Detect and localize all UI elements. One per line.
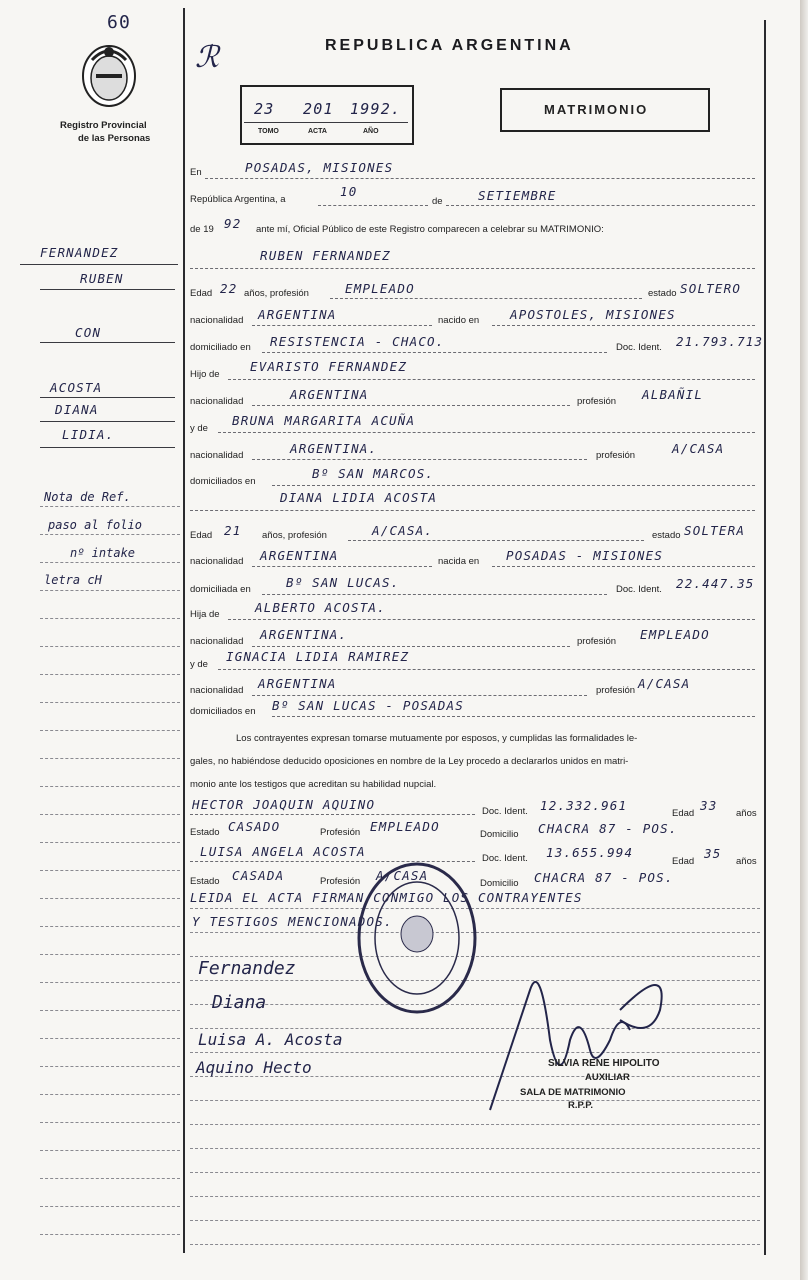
declaration-line3: monio ante los testigos que acreditan su habilidad nupcial. (190, 779, 437, 790)
groom-nationality: ARGENTINA (258, 307, 337, 322)
groom-name: RUBEN FERNANDEZ (260, 248, 391, 263)
label-ante: ante mí, Oficial Público de este Registro comparecen a celebrar su MATRIMONIO: (256, 224, 604, 235)
bride-addr-line (262, 594, 607, 595)
ruled-line (190, 1244, 760, 1245)
groom-mother-line (218, 432, 755, 433)
groom-mother-prof: A/CASA (672, 441, 725, 456)
bride-birthplace: POSADAS - MISIONES (506, 548, 664, 563)
bride-label-mprof: profesión (596, 685, 636, 696)
groom-fnac-line (252, 405, 570, 406)
left-ruled-line (40, 1206, 180, 1207)
left-ruled-line (40, 982, 180, 983)
bride-prof-line (348, 540, 644, 541)
bride-mnac-line (252, 695, 587, 696)
left-ruled-line (40, 590, 180, 591)
witness2-label-anos: años (736, 856, 757, 867)
groom-label-yde: y de (190, 423, 208, 434)
registry-line1: Registro Provincial (60, 120, 147, 131)
groom-label-mnac: nacionalidad (190, 450, 244, 461)
registry-line2: de las Personas (78, 133, 151, 144)
ruled-line (190, 1172, 760, 1173)
bride-mother: IGNACIA LIDIA RAMIREZ (226, 649, 410, 664)
record-box-divider (244, 122, 408, 123)
bride-age: 21 (224, 523, 242, 538)
witness2-doc: 13.655.994 (546, 845, 634, 860)
witness2-label-doc: Doc. Ident. (482, 853, 528, 864)
bride-pdom-line (272, 716, 755, 717)
left-ruled-line (40, 730, 180, 731)
groom-age: 22 (220, 281, 238, 296)
margin-underline (40, 421, 175, 422)
witness2-age: 35 (704, 846, 722, 861)
official-stamp (352, 858, 482, 1018)
bride-father-prof: EMPLEADO (640, 627, 710, 642)
place-line (205, 178, 755, 179)
groom-parents-address: Bº SAN MARCOS. (312, 466, 435, 481)
bride-label-doc: Doc. Ident. (616, 584, 662, 595)
groom-label-hijo: Hijo de (190, 369, 220, 380)
intro-month: SETIEMBRE (478, 188, 557, 203)
declaration-line1: Los contrayentes expresan tomarse mutuamente por esposos, y cumplidas las formalidades le- (236, 733, 638, 744)
groom-prof-line (330, 298, 642, 299)
left-ruled-line (40, 870, 180, 871)
closing-line2: Y TESTIGOS MENCIONADOS. (192, 914, 393, 929)
signature-witness1: Aquino Hecto (196, 1058, 312, 1077)
left-ruled-line (40, 1066, 180, 1067)
groom-name-line (190, 268, 755, 269)
left-ruled-line (40, 954, 180, 955)
witness1-profession: EMPLEADO (370, 819, 440, 834)
bride-marital: SOLTERA (684, 523, 746, 538)
witness1-name-line (190, 814, 475, 815)
ano-label: AÑO (363, 128, 379, 135)
label-de: de (432, 196, 443, 207)
initials-signature: ℛ (195, 40, 221, 75)
bride-father-nat: ARGENTINA. (260, 627, 348, 642)
declaration-line2: gales, no habiéndose deducido oposiciones en nombre de la Ley procedo a declararlos unidos en matri- (190, 756, 629, 767)
groom-label-nacionalidad: nacionalidad (190, 315, 244, 326)
margin-groom-surname: FERNANDEZ (40, 245, 119, 260)
bride-profession: A/CASA. (372, 523, 434, 538)
groom-marital: SOLTERO (680, 281, 742, 296)
witness2-profession: A/CASA (376, 868, 429, 883)
left-ruled-line (40, 1150, 180, 1151)
bride-fnac-line (252, 646, 570, 647)
intro-place: POSADAS, MISIONES (245, 160, 394, 175)
left-ruled-line (40, 1178, 180, 1179)
official-name: SILVIA RENE HIPOLITO (548, 1058, 660, 1069)
bride-label-nacida: nacida en (438, 556, 480, 567)
groom-father-nat: ARGENTINA (290, 387, 369, 402)
groom-address: RESISTENCIA - CHACO. (270, 334, 445, 349)
left-ruled-line (40, 842, 180, 843)
tomo-label: TOMO (258, 128, 279, 135)
margin-underline (40, 397, 175, 398)
groom-mnac-line (252, 459, 587, 460)
witness1-label-dom: Domicilio (480, 829, 519, 840)
bride-address: Bº SAN LUCAS. (286, 575, 400, 590)
groom-label-mprof: profesión (596, 450, 636, 461)
witness1-doc: 12.332.961 (540, 798, 628, 813)
groom-father: EVARISTO FERNANDEZ (250, 359, 408, 374)
witness2-label-edad: Edad (672, 856, 695, 867)
left-ruled-line (40, 758, 180, 759)
margin-note2: paso al folio (48, 518, 142, 532)
margin-underline (20, 264, 178, 265)
intro-day: 10 (340, 184, 358, 199)
bride-father-line (228, 619, 755, 620)
margin-con: CON (75, 325, 102, 340)
witness2-label-prof: Profesión (320, 876, 361, 887)
ano-value: 1992. (350, 100, 402, 118)
bride-mother-line (218, 669, 755, 670)
day-line (318, 205, 428, 206)
intro-year: 92 (224, 216, 242, 231)
signature-bride: Diana (212, 992, 267, 1013)
label-en: En (190, 167, 202, 178)
right-rule (764, 20, 766, 1255)
signature-groom: Fernandez (198, 958, 296, 979)
groom-label-edad: Edad (190, 288, 213, 299)
bride-nationality: ARGENTINA (260, 548, 339, 563)
margin-underline (40, 289, 175, 290)
bride-label-estado: estado (652, 530, 681, 541)
bride-father: ALBERTO ACOSTA. (255, 600, 386, 615)
left-ruled-line (40, 674, 180, 675)
groom-mother-nat: ARGENTINA. (290, 441, 378, 456)
groom-label-estado: estado (648, 288, 677, 299)
tomo-value: 23 (254, 100, 275, 118)
bride-label-yde: y de (190, 659, 208, 670)
margin-bride-name2: LIDIA. (62, 427, 115, 442)
signature-witness2: Luisa A. Acosta (198, 1030, 343, 1049)
doc-type: MATRIMONIO (544, 102, 649, 117)
groom-label-fnac: nacionalidad (190, 396, 244, 407)
left-ruled-line (40, 814, 180, 815)
groom-father-line (228, 379, 755, 380)
left-ruled-line (40, 1010, 180, 1011)
groom-profession: EMPLEADO (345, 281, 415, 296)
left-ruled-line (40, 618, 180, 619)
groom-label-nacido: nacido en (438, 315, 480, 326)
left-ruled-line (40, 926, 180, 927)
bride-doc: 22.447.35 (676, 576, 755, 591)
bride-label-nacionalidad: nacionalidad (190, 556, 244, 567)
acta-label: ACTA (308, 128, 327, 135)
bride-parents-address: Bº SAN LUCAS - POSADAS (272, 698, 464, 713)
label-de-19: de 19 (190, 224, 214, 235)
left-ruled-line (40, 702, 180, 703)
witness2-marital: CASADA (232, 868, 285, 883)
official-office: SALA DE MATRIMONIO (520, 1087, 626, 1098)
ruled-line (190, 1220, 760, 1221)
groom-birthplace: APOSTOLES, MISIONES (510, 307, 676, 322)
groom-addr-line (262, 352, 607, 353)
month-line (446, 205, 755, 206)
margin-underline (40, 447, 175, 448)
coat-of-arms-icon (80, 40, 138, 110)
bride-label-dom: domiciliados en (190, 706, 256, 717)
bride-label-mnac: nacionalidad (190, 685, 244, 696)
margin-note4: letra cH (44, 573, 102, 587)
witness1-label-prof: Profesión (320, 827, 361, 838)
left-ruled-line (40, 646, 180, 647)
left-ruled-line (40, 506, 180, 507)
witness1-address: CHACRA 87 - POS. (538, 821, 678, 836)
left-ruled-line (40, 1094, 180, 1095)
witness1-marital: CASADO (228, 819, 281, 834)
witness1-name: HECTOR JOAQUIN AQUINO (192, 797, 376, 812)
left-ruled-line (40, 534, 180, 535)
left-ruled-line (40, 562, 180, 563)
groom-label-profesion: años, profesión (244, 288, 309, 299)
bride-label-fprof: profesión (577, 636, 617, 647)
groom-label-dom: domiciliados en (190, 476, 256, 487)
bride-mother-prof: A/CASA (638, 676, 691, 691)
margin-rule (183, 8, 185, 1253)
witness1-label-edad: Edad (672, 808, 695, 819)
page-number: 60 (107, 12, 132, 33)
groom-father-prof: ALBAÑIL (642, 387, 704, 402)
left-ruled-line (40, 1038, 180, 1039)
groom-nat-line (252, 325, 432, 326)
bride-label-hija: Hija de (190, 609, 220, 620)
left-ruled-line (40, 786, 180, 787)
groom-pdom-line (272, 485, 755, 486)
bride-mother-nat: ARGENTINA (258, 676, 337, 691)
bride-label-edad: Edad (190, 530, 213, 541)
page-edge (800, 0, 808, 1280)
witness2-name: LUISA ANGELA ACOSTA (200, 844, 366, 859)
bride-name: DIANA LIDIA ACOSTA (280, 490, 438, 505)
witness1-label-doc: Doc. Ident. (482, 806, 528, 817)
margin-underline (40, 342, 175, 343)
bride-birth-line (492, 566, 755, 567)
witness2-label-estado: Estado (190, 876, 220, 887)
groom-doc: 21.793.713 (676, 334, 764, 349)
left-ruled-line (40, 898, 180, 899)
witness1-label-estado: Estado (190, 827, 220, 838)
left-ruled-line (40, 1122, 180, 1123)
bride-label-fnac: nacionalidad (190, 636, 244, 647)
groom-label-domicilio: domiciliado en (190, 342, 251, 353)
groom-label-fprof: profesión (577, 396, 617, 407)
margin-bride-name1: DIANA (55, 402, 99, 417)
left-ruled-line (40, 1234, 180, 1235)
official-rpp: R.P.P. (568, 1100, 594, 1111)
witness2-label-dom: Domicilio (480, 878, 519, 889)
ruled-line (190, 1124, 760, 1125)
official-title: AUXILIAR (585, 1072, 630, 1083)
ruled-line (190, 1196, 760, 1197)
groom-birth-line (492, 325, 755, 326)
margin-note3: nº intake (70, 546, 136, 560)
witness1-label-anos: años (736, 808, 757, 819)
margin-groom-name: RUBEN (80, 271, 124, 286)
groom-mother: BRUNA MARGARITA ACUÑA (232, 413, 416, 428)
bride-label-profesion: años, profesión (262, 530, 327, 541)
bride-nat-line (252, 566, 432, 567)
country-title: REPUBLICA ARGENTINA (325, 37, 574, 54)
label-republica: República Argentina, a (190, 194, 286, 205)
bride-name-line (190, 510, 755, 511)
acta-value: 201 (303, 100, 334, 118)
groom-label-doc: Doc. Ident. (616, 342, 662, 353)
witness2-address: CHACRA 87 - POS. (534, 870, 674, 885)
margin-bride-surname: ACOSTA (50, 380, 103, 395)
closing-line1: LEIDA EL ACTA FIRMAN CONMIGO LOS CONTRAYENTES (190, 890, 583, 905)
margin-note1: Nota de Ref. (44, 490, 131, 504)
bride-label-domicilio: domiciliada en (190, 584, 251, 595)
ruled-line (190, 1148, 760, 1149)
witness1-age: 33 (700, 798, 718, 813)
